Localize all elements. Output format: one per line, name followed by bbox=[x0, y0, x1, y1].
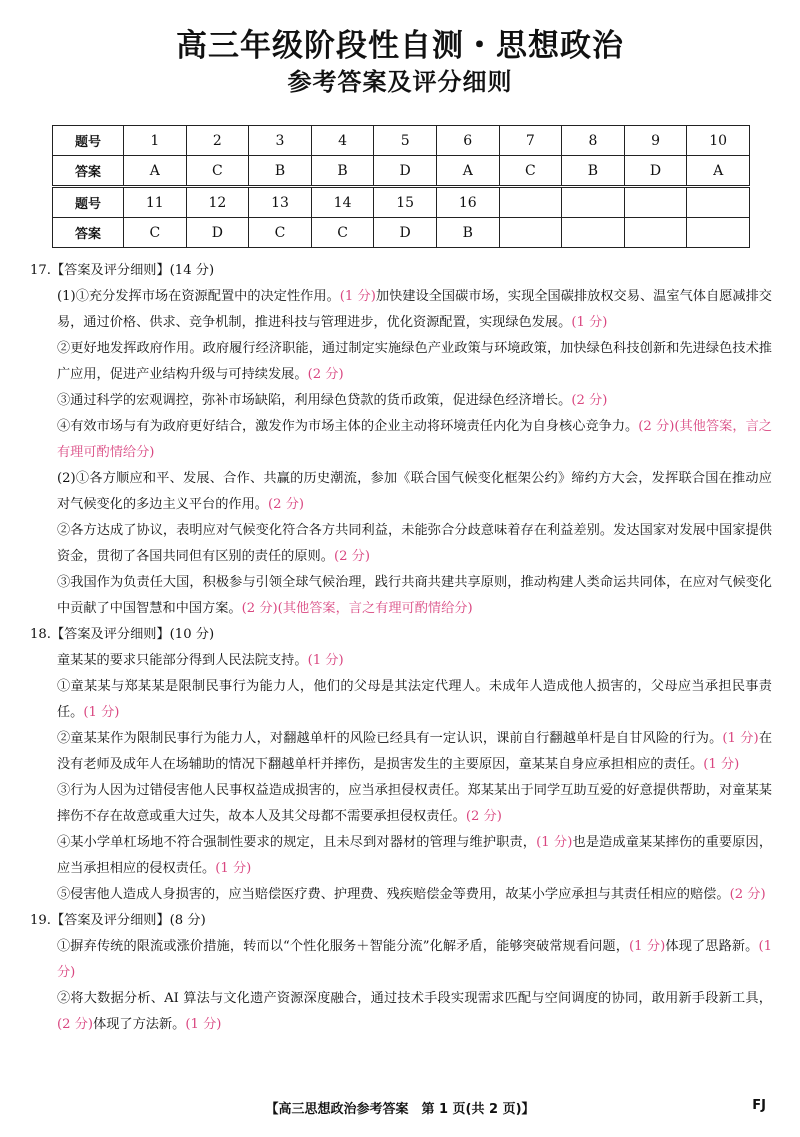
score-note: (1 分) bbox=[536, 835, 573, 850]
page-subtitle: 参考答案及评分细则 bbox=[287, 68, 513, 96]
question-number: 1 bbox=[124, 126, 187, 156]
q17-paragraph-5 bbox=[30, 466, 772, 518]
answer-content bbox=[30, 258, 772, 1038]
empty-cell bbox=[687, 187, 750, 218]
q19-paragraph-1 bbox=[30, 934, 772, 986]
answer-cell: A bbox=[124, 156, 187, 187]
answer-cell: D bbox=[374, 218, 437, 248]
page-footer: 【高三思想政治参考答案 第 1 页(共 2 页)】 bbox=[265, 1102, 535, 1117]
question-19-heading bbox=[30, 908, 772, 934]
score-note: (1 分) bbox=[83, 705, 120, 720]
table-row-numbers-1 bbox=[53, 126, 750, 156]
score-note: (1 分) bbox=[339, 289, 376, 304]
question-number: 15 bbox=[374, 187, 437, 218]
q17-paragraph-2 bbox=[30, 336, 772, 388]
answer-cell: D bbox=[374, 156, 437, 187]
row-label-number: 题号 bbox=[53, 187, 124, 218]
question-number: 5 bbox=[374, 126, 437, 156]
empty-cell bbox=[562, 187, 625, 218]
empty-cell bbox=[499, 187, 562, 218]
q18-paragraph-0 bbox=[30, 648, 772, 674]
table-row-answers-1 bbox=[53, 156, 750, 187]
answer-cell: C bbox=[124, 218, 187, 248]
answer-text: ②各方达成了协议，表明应对气候变化符合各方共同利益，未能弥合分歧意味着存在利益差别。发达国家对发展中国家提供资金，贯彻了各国共同但有区别的责任的原则。 bbox=[57, 523, 772, 564]
score-note: (1 分) bbox=[185, 1017, 222, 1032]
answer-text: 童某某的要求只能部分得到人民法院支持。 bbox=[57, 653, 308, 668]
heading-text: 18.【答案及评分细则】(10 分) bbox=[30, 627, 215, 642]
answer-text: ②童某某作为限制民事行为能力人，对翻越单杆的风险已经具有一定认识，课前自行翻越单杆是自甘风险的行为。 bbox=[57, 731, 723, 746]
q18-paragraph-1 bbox=[30, 674, 772, 726]
score-note: (1 分) bbox=[571, 315, 608, 330]
empty-cell bbox=[624, 218, 687, 248]
q17-paragraph-1 bbox=[30, 284, 772, 336]
q19-paragraph-2 bbox=[30, 986, 772, 1038]
score-note: (1 分) bbox=[629, 939, 666, 954]
answer-text: 在没有老师及成年人在场辅助的情况下翻越单杆并摔伤，是损害发生的主要原因，童某某自身应承担相应的责任。 bbox=[57, 731, 773, 772]
answer-cell: C bbox=[311, 218, 374, 248]
answer-text: (1)①充分发挥市场在资源配置中的决定性作用。 bbox=[57, 289, 340, 304]
q17-paragraph-3 bbox=[30, 388, 772, 414]
heading-text: 19.【答案及评分细则】(8 分) bbox=[30, 913, 206, 928]
question-number: 13 bbox=[249, 187, 312, 218]
answer-table bbox=[52, 125, 750, 248]
answer-cell: B bbox=[436, 218, 499, 248]
score-note: (1 分) bbox=[215, 861, 252, 876]
footer-code: FJ bbox=[752, 1098, 766, 1113]
empty-cell bbox=[687, 218, 750, 248]
q17-paragraph-4 bbox=[30, 414, 772, 466]
question-18-heading bbox=[30, 622, 772, 648]
question-number: 14 bbox=[311, 187, 374, 218]
empty-cell bbox=[499, 218, 562, 248]
q17-paragraph-7 bbox=[30, 570, 772, 622]
row-label-number: 题号 bbox=[53, 126, 124, 156]
answer-text: ①童某某与郑某某是限制民事行为能力人，他们的父母是其法定代理人。未成年人造成他人损害的，父母应当承担民事责任。 bbox=[57, 679, 772, 720]
table-row-answers-2 bbox=[53, 218, 750, 248]
answer-text: 体现了思路新。 bbox=[665, 939, 759, 954]
question-number: 9 bbox=[624, 126, 687, 156]
question-number: 3 bbox=[249, 126, 312, 156]
score-note: (2 分) bbox=[571, 393, 608, 408]
answer-text: ③通过科学的宏观调控，弥补市场缺陷，利用绿色贷款的货币政策，促进绿色经济增长。 bbox=[57, 393, 572, 408]
row-label-answer: 答案 bbox=[53, 218, 124, 248]
score-note: (2 分) bbox=[307, 367, 344, 382]
answer-text: ②更好地发挥政府作用。政府履行经济职能，通过制定实施绿色产业政策与环境政策，加快绿色科技创新和先进绿色技术推广应用，促进产业结构升级与可持续发展。 bbox=[57, 341, 772, 382]
answer-cell: A bbox=[687, 156, 750, 187]
answer-cell: B bbox=[311, 156, 374, 187]
answer-text: 加快建设全国碳市场，实现全国碳排放权交易、温室气体自愿减排交易，通过价格、供求、竞争机制，推进科技与管理进步，优化资源配置，实现绿色发展。 bbox=[57, 289, 772, 330]
answer-cell: D bbox=[624, 156, 687, 187]
score-note: (2 分)(其他答案，言之有理可酌情给分) bbox=[57, 419, 772, 460]
q18-paragraph-4 bbox=[30, 830, 772, 882]
score-note: (2 分) bbox=[268, 497, 305, 512]
page-title: 高三年级阶段性自测・思想政治 bbox=[176, 28, 624, 64]
question-17-heading bbox=[30, 258, 772, 284]
answer-text: ①摒弃传统的限流或涨价措施，转而以“个性化服务＋智能分流”化解矛盾，能够突破常规看问题， bbox=[57, 939, 630, 954]
score-note: (1 分) bbox=[307, 653, 344, 668]
score-note: (2 分) bbox=[729, 887, 766, 902]
score-note: (2 分)(其他答案，言之有理可酌情给分) bbox=[241, 601, 473, 616]
answer-text: 也是造成童某某摔伤的重要原因，应当承担相应的侵权责任。 bbox=[57, 835, 773, 876]
score-note: (2 分) bbox=[57, 1017, 94, 1032]
answer-cell: D bbox=[186, 218, 249, 248]
score-note: (1 分) bbox=[57, 939, 773, 980]
answer-cell: C bbox=[499, 156, 562, 187]
answer-text: ③行为人因为过错侵害他人民事权益造成损害的，应当承担侵权责任。郑某某出于同学互助互爱的好意提供帮助，对童某某摔伤不存在故意或重大过失，故本人及其父母都不需要承担侵权责任。 bbox=[57, 783, 772, 824]
answer-cell: C bbox=[249, 218, 312, 248]
answer-text: (2)①各方顺应和平、发展、合作、共赢的历史潮流，参加《联合国气候变化框架公约》缔约方大会，发挥联合国在推动应对气候变化的多边主义平台的作用。 bbox=[57, 471, 772, 512]
question-number: 4 bbox=[311, 126, 374, 156]
question-number: 11 bbox=[124, 187, 187, 218]
answer-text: ④某小学单杠场地不符合强制性要求的规定，且未尽到对器材的管理与维护职责， bbox=[57, 835, 537, 850]
answer-cell: A bbox=[436, 156, 499, 187]
q17-paragraph-6 bbox=[30, 518, 772, 570]
answer-text: ②将大数据分析、AI 算法与文化遗产资源深度融合，通过技术手段实现需求匹配与空间调度的协同，敢用新手段新工具， bbox=[57, 991, 772, 1006]
answer-text: ④有效市场与有为政府更好结合，激发作为市场主体的企业主动将环境责任内化为自身核心竞争力。 bbox=[57, 419, 639, 434]
answer-cell: C bbox=[186, 156, 249, 187]
table-row-numbers-2 bbox=[53, 187, 750, 218]
question-number: 7 bbox=[499, 126, 562, 156]
question-number: 16 bbox=[436, 187, 499, 218]
question-number: 10 bbox=[687, 126, 750, 156]
score-note: (1 分) bbox=[703, 757, 740, 772]
answer-text: ③我国作为负责任大国，积极参与引领全球气候治理，践行共商共建共享原则，推动构建人类命运共同体，在应对气候变化中贡献了中国智慧和中国方案。 bbox=[57, 575, 772, 616]
row-label-answer: 答案 bbox=[53, 156, 124, 187]
question-number: 12 bbox=[186, 187, 249, 218]
answer-text: ⑤侵害他人造成人身损害的，应当赔偿医疗费、护理费、残疾赔偿金等费用，故某小学应承担与其责任相应的赔偿。 bbox=[57, 887, 730, 902]
answer-text: 体现了方法新。 bbox=[93, 1017, 186, 1032]
answer-cell: B bbox=[249, 156, 312, 187]
score-note: (2 分) bbox=[465, 809, 502, 824]
empty-cell bbox=[624, 187, 687, 218]
q18-paragraph-2 bbox=[30, 726, 772, 778]
q18-paragraph-5 bbox=[30, 882, 772, 908]
question-number: 6 bbox=[436, 126, 499, 156]
question-number: 8 bbox=[562, 126, 625, 156]
score-note: (1 分) bbox=[722, 731, 759, 746]
answer-cell: B bbox=[562, 156, 625, 187]
question-number: 2 bbox=[186, 126, 249, 156]
q18-paragraph-3 bbox=[30, 778, 772, 830]
heading-text: 17.【答案及评分细则】(14 分) bbox=[30, 263, 215, 278]
score-note: (2 分) bbox=[333, 549, 370, 564]
empty-cell bbox=[562, 218, 625, 248]
